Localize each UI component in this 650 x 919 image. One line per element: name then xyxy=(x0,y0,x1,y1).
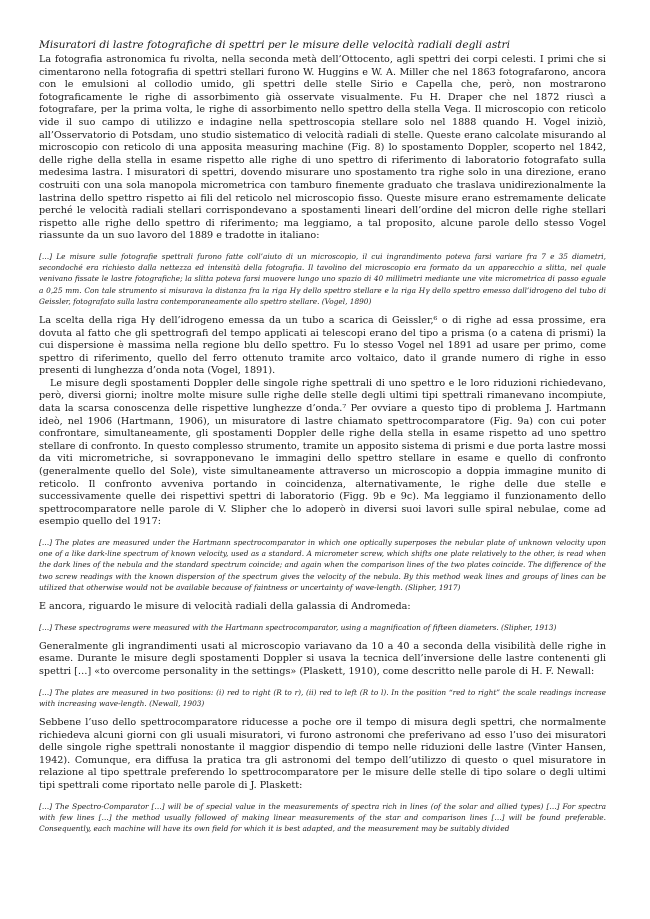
block-quote: […] The plates are measured in two positions: (i) red to right (R to r), (ii) red to left (R to l). In the position “red to right” the scale readings increase with increasing wave-length. (Newall, 1903) xyxy=(39,687,606,708)
body-paragraph: La fotografia astronomica fu rivolta, nella seconda metà dell’Ottocento, agli spettri dei corpi celesti. I primi che si cimentarono nella fotografia di spettri stellari furono W. Huggins e W. A. Miller che nel 1863 fotografarono, ancora con le emulsioni al collodio umido, gli spettri delle stelle Sirio e Capella che, però, non mostrarono fotograficamente le righe di assorbimento già osservate visualmente. Fu H. Draper che nel 1872 riuscì a fotografare, per la prima volta, le righe di assorbimento nello spettro della stella Vega. Il microscopio con reticolo vide il suo campo di utilizzo e indagine nella spettroscopia stellare solo nel 1888 quando H. Vogel iniziò, all’Osservatorio di Potsdam, uno studio sistematico di velocità radiali di stelle. Queste erano calcolate misurando al microscopio con reticolo di una apposita measuring machine (Fig. 8) lo spostamento Doppler, scoperto nel 1842, delle righe della stella in esame rispetto alle righe di uno spettro di riferimento di laboratorio fotografato sulla medesima lastra. I misuratori di spettri, dovendo misurare uno spostamento tra righe solo in una direzione, erano costruiti con una sola manopola micrometrica con tamburo finemente graduato che traslava unidirezionalmente la lastrina dello spettro rispetto ai fili del reticolo nel microscopio fisso. Queste misure erano estremamente delicate perché le velocità radiali stellari corrispondevano a spostamenti lineari dell’ordine del micron delle righe stellari rispetto alle righe dello spettro di riferimento; ma leggiamo, a tal proposito, alcune parole dello stesso Vogel riassunte da un suo lavoro del 1889 e tradotte in italiano: xyxy=(39,54,606,242)
body-paragraph: La scelta della riga Hγ dell’idrogeno emessa da un tubo a scarica di Geissler,⁶ o di righe ad essa prossime, era dovuta al fatto che gli spettrografi del tempo applicati ai telescopi erano del tipo a prisma (o a catena di prismi) la cui dispersione è massima nella regione blu dello spettro. Fu lo stesso Vogel nel 1891 ad usare per primo, come spettro di riferimento, quello del ferro ottenuto tramite arco voltaico, dato il grande numero di righe in esso presenti di lunghezza d’onda nota (Vogel, 1891). xyxy=(39,314,606,377)
body-paragraph: Generalmente gli ingrandimenti usati al microscopio variavano da 10 a 40 a seconda della visibilità delle righe in esame. Durante le misure degli spostamenti Doppler si usava la tecnica dell’inversione delle lastre contenenti gli spettri […] «to overcome personality in the settings» (Plaskett, 1910), come descritto nelle parole di H. F. Newall: xyxy=(39,640,606,678)
section-title: Misuratori di lastre fotografiche di spettri per le misure delle velocità radiali degli astri xyxy=(39,39,510,51)
block-quote: […] Le misure sulle fotografie spettrali furono fatte coll’aiuto di un microscopio, il cui ingrandimento poteva farsi variare fra 7 e 35 diametri, secondoché era richiesto dalla nettezza ed intensità della fotografia. Il tavolino del microscopio era formato da un apparecchio a slitta, nel quale venivano fissate le lastre fotografiche; la slitta poteva farsi muovere lungo uno spazio di 40 millimetri mediante une vite micrometrica di passo eguale a 0,25 mm. Con tale strumento si misurava la distanza fra la riga Hγ dello spettro stellare e la riga Hγ dello spettro emesso dall’idrogeno del tubo di Geissler, fotografato sulla lastra contemporaneamente allo spettro stellare. (Vogel, 1890) xyxy=(39,251,606,306)
block-quote: […] The plates are measured under the Hartmann spectrocomparator in which one optically superposes the nebular plate of unknown velocity upon one of a like dark-line spectrum of known velocity, used as a standard. A micrometer screw, which shifts one plate relatively to the other, is read when the dark lines of the nebula and the standard spectrum coincide; and again when the comparison lines of the two plates coincide. The difference of the two screw readings with the known dispersion of the spectrum gives the velocity of the nebula. By this method weak lines and groups of lines can be utilized that otherwise would not be available because of faintness or uncertainty of wave-length. (Slipher, 1917) xyxy=(39,538,606,592)
body-paragraph: E ancora, riguardo le misure di velocità radiali della galassia di Andromeda: xyxy=(39,601,411,613)
document-body xyxy=(39,54,606,834)
body-paragraph: Le misure degli spostamenti Doppler delle singole righe spettrali di uno spettro e le loro riduzioni richiedevano, però, diversi giorni; inoltre molte misure sulle righe delle stelle degli ultimi tipi spettrali rimanevano incompiute, data la scarsa conoscenza delle rispettive lunghezze d’onda.⁷ Per ovviare a questo tipo di problema J. Hartmann ideò, nel 1906 (Hartmann, 1906), un misuratore di lastre chiamato spettrocomparatore (Fig. 9a) con cui poter confrontare, simultaneamente, gli spostamenti Doppler delle righe della stella in esame rispetto ad uno spettro stellare di confronto. In questo complesso strumento, tramite un apposito sistema di prismi e due porta lastre mossi da viti micrometriche, si sovrapponevano le immagini dello spettro stellare in esame e quello di confronto (generalmente quello del Sole), viste simultaneamente attraverso un microscopio a doppia immagine munito di reticolo. Il confronto avveniva portando in coincidenza, alternativamente, le righe delle due stelle e successivamente quelle dei rispettivi spettri di laboratorio (Figg. 9b e 9c). Ma leggiamo il funzionamento dello spettrocomparatore nelle parole di V. Slipher che lo adoperò in diversi suoi lavori sulle spiral nebulae, come ad esempio quello del 1917: xyxy=(39,377,606,528)
body-paragraph: Sebbene l’uso dello spettrocomparatore riducesse a poche ore il tempo di misura degli spettri, che normalmente richiedeva alcuni giorni con gli usuali misuratori, vi furono astronomi che preferivano ad esso l’uso dei misuratori delle singole righe spettrali nonostante il maggior dispendio di tempo nelle riduzioni delle lastre (Vinter Hansen, 1942). Comunque, era diffusa la pratica tra gli astronomi del tempo dell’utilizzo di questo o quel misuratore in relazione al tipo spettrale preferendo lo spettrocomparatore per le misure delle stelle di tipo solare o degli ultimi tipi spettrali come riportato nelle parole di J. Plaskett: xyxy=(39,717,606,791)
block-quote: […] The Spectro-Comparator […] will be of special value in the measurements of spectra rich in lines (of the solar and allied types) […] For spectra with few lines […] the method usually followed of making linear measurements of the star and comparison lines […] will be found preferable. Consequently, each machine will have its own field for which it is best adapted, and the measurement may be suitably divided xyxy=(39,801,606,833)
block-quote: […] These spectrograms were measured with the Hartmann spectrocomparator, using a magnification of fifteen diameters. (Slipher, 1913) xyxy=(39,622,557,632)
